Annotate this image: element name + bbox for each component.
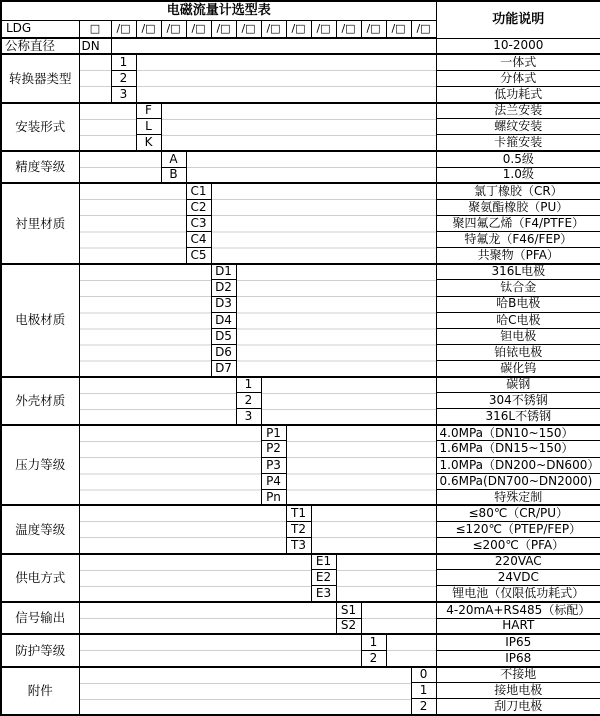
model-slot: /□: [211, 20, 236, 38]
option-code: T1: [286, 505, 311, 521]
option-desc: 刮刀电极: [436, 699, 600, 715]
model-slot: /□: [386, 20, 411, 38]
model-box: □: [79, 20, 111, 38]
option-code: T2: [286, 522, 311, 538]
option-code: D1: [211, 264, 236, 280]
option-desc: 一体式: [436, 54, 600, 70]
filler-cell: [79, 634, 361, 666]
filler-cell: [286, 425, 436, 506]
option-desc: 特氟龙（F46/FEP）: [436, 232, 600, 248]
option-desc: 1.6MPa（DN15~150）: [436, 441, 600, 457]
option-code: D6: [211, 344, 236, 360]
category-label: 公称直径: [1, 38, 79, 54]
option-desc: 分体式: [436, 70, 600, 86]
filler-cell: [161, 103, 436, 151]
filler-cell: [79, 377, 236, 425]
option-desc: IP68: [436, 650, 600, 666]
filler-cell: [211, 183, 436, 264]
option-code: C5: [186, 248, 211, 264]
category-label: 转换器类型: [1, 54, 79, 102]
option-code: 1: [236, 377, 261, 393]
category-label: 精度等级: [1, 151, 79, 183]
filler-cell: [79, 505, 286, 553]
option-desc: 哈B电极: [436, 296, 600, 312]
option-code: F: [136, 103, 161, 119]
option-code: P4: [261, 473, 286, 489]
option-code: 1: [411, 683, 436, 699]
function-column-header: 功能说明: [436, 1, 600, 38]
model-slot: /□: [311, 20, 336, 38]
option-desc: 哈C电极: [436, 312, 600, 328]
option-desc: 不接地: [436, 667, 600, 683]
model-slot: /□: [411, 20, 436, 38]
filler-cell: [111, 38, 436, 54]
option-desc: 碳化钨: [436, 360, 600, 376]
option-desc: 特殊定制: [436, 489, 600, 505]
option-desc: 1.0级: [436, 167, 600, 183]
option-desc: 钽电极: [436, 328, 600, 344]
model-prefix: LDG: [1, 20, 79, 38]
option-code: 0: [411, 667, 436, 683]
option-desc: 法兰安装: [436, 103, 600, 119]
option-code: A: [161, 151, 186, 167]
filler-cell: [79, 151, 161, 183]
option-code: 3: [236, 409, 261, 425]
model-slot: /□: [186, 20, 211, 38]
option-code: P3: [261, 457, 286, 473]
option-desc: 4.0MPa（DN10~150）: [436, 425, 600, 441]
model-slot: /□: [136, 20, 161, 38]
filler-cell: [386, 634, 436, 666]
option-code: D7: [211, 360, 236, 376]
category-label: 防护等级: [1, 634, 79, 666]
option-desc: 锂电池（仅限低功耗式）: [436, 586, 600, 602]
category-label: 供电方式: [1, 554, 79, 602]
option-desc: ≤120℃（PTEP/FEP）: [436, 522, 600, 538]
option-code: L: [136, 119, 161, 135]
option-code: T3: [286, 538, 311, 554]
option-desc: 220VAC: [436, 554, 600, 570]
option-code: C2: [186, 199, 211, 215]
option-code: 2: [111, 70, 136, 86]
model-slot: /□: [161, 20, 186, 38]
option-code: C4: [186, 232, 211, 248]
option-desc: 铂铱电极: [436, 344, 600, 360]
option-desc: ≤80℃（CR/PU）: [436, 505, 600, 521]
option-code: D4: [211, 312, 236, 328]
option-desc: ≤200℃（PFA）: [436, 538, 600, 554]
filler-cell: [79, 425, 261, 506]
filler-cell: [186, 151, 436, 183]
option-code: P2: [261, 441, 286, 457]
model-slot: /□: [336, 20, 361, 38]
option-code: 3: [111, 87, 136, 103]
category-label: 安装形式: [1, 103, 79, 151]
option-code: 2: [361, 650, 386, 666]
option-desc: 0.6MPa(DN700~DN2000): [436, 473, 600, 489]
option-code: K: [136, 135, 161, 151]
model-slot: /□: [286, 20, 311, 38]
option-desc: 316L不锈钢: [436, 409, 600, 425]
filler-cell: [79, 183, 186, 264]
option-desc: 4-20mA+RS485（标配）: [436, 602, 600, 618]
option-desc: 24VDC: [436, 570, 600, 586]
option-code: D3: [211, 296, 236, 312]
option-desc: IP65: [436, 634, 600, 650]
option-code: DN: [79, 38, 111, 54]
category-label: 压力等级: [1, 425, 79, 506]
filler-cell: [136, 54, 436, 102]
filler-cell: [79, 264, 211, 377]
filler-cell: [79, 602, 336, 634]
category-label: 衬里材质: [1, 183, 79, 264]
option-desc: 低功耗式: [436, 87, 600, 103]
option-code: 2: [411, 699, 436, 715]
option-desc: 共聚物（PFA）: [436, 248, 600, 264]
option-desc: 碳钢: [436, 377, 600, 393]
option-code: P1: [261, 425, 286, 441]
filler-cell: [311, 505, 436, 553]
option-desc: 304不锈钢: [436, 393, 600, 409]
filler-cell: [79, 667, 411, 715]
category-label: 附件: [1, 667, 79, 715]
option-code: E2: [311, 570, 336, 586]
option-code: D2: [211, 280, 236, 296]
filler-cell: [261, 377, 436, 425]
option-code: E3: [311, 586, 336, 602]
model-slot: /□: [236, 20, 261, 38]
category-label: 信号输出: [1, 602, 79, 634]
option-code: S2: [336, 618, 361, 634]
option-desc: 316L电极: [436, 264, 600, 280]
filler-cell: [79, 554, 311, 602]
option-desc: 10-2000: [436, 38, 600, 54]
filler-cell: [236, 264, 436, 377]
option-code: D5: [211, 328, 236, 344]
model-slot: /□: [361, 20, 386, 38]
option-desc: 1.0MPa（DN200~DN600）: [436, 457, 600, 473]
option-desc: 螺纹安装: [436, 119, 600, 135]
option-code: S1: [336, 602, 361, 618]
option-code: C1: [186, 183, 211, 199]
option-code: 1: [111, 54, 136, 70]
option-desc: 聚四氟乙烯（F4/PTFE）: [436, 215, 600, 231]
option-desc: 卡箍安装: [436, 135, 600, 151]
option-code: B: [161, 167, 186, 183]
filler-cell: [361, 602, 436, 634]
filler-cell: [79, 54, 111, 102]
option-desc: 接地电极: [436, 683, 600, 699]
table-title: 电磁流量计选型表: [1, 1, 436, 20]
option-code: 2: [236, 393, 261, 409]
option-desc: 氯丁橡胶（CR）: [436, 183, 600, 199]
category-label: 外壳材质: [1, 377, 79, 425]
option-code: Pn: [261, 489, 286, 505]
category-label: 温度等级: [1, 505, 79, 553]
category-label: 电极材质: [1, 264, 79, 377]
option-desc: 聚氨酯橡胶（PU）: [436, 199, 600, 215]
filler-cell: [336, 554, 436, 602]
option-desc: 0.5级: [436, 151, 600, 167]
option-code: 1: [361, 634, 386, 650]
option-code: E1: [311, 554, 336, 570]
model-slot: /□: [261, 20, 286, 38]
model-slot: /□: [111, 20, 136, 38]
filler-cell: [79, 103, 136, 151]
option-desc: HART: [436, 618, 600, 634]
option-code: C3: [186, 215, 211, 231]
option-desc: 钛合金: [436, 280, 600, 296]
